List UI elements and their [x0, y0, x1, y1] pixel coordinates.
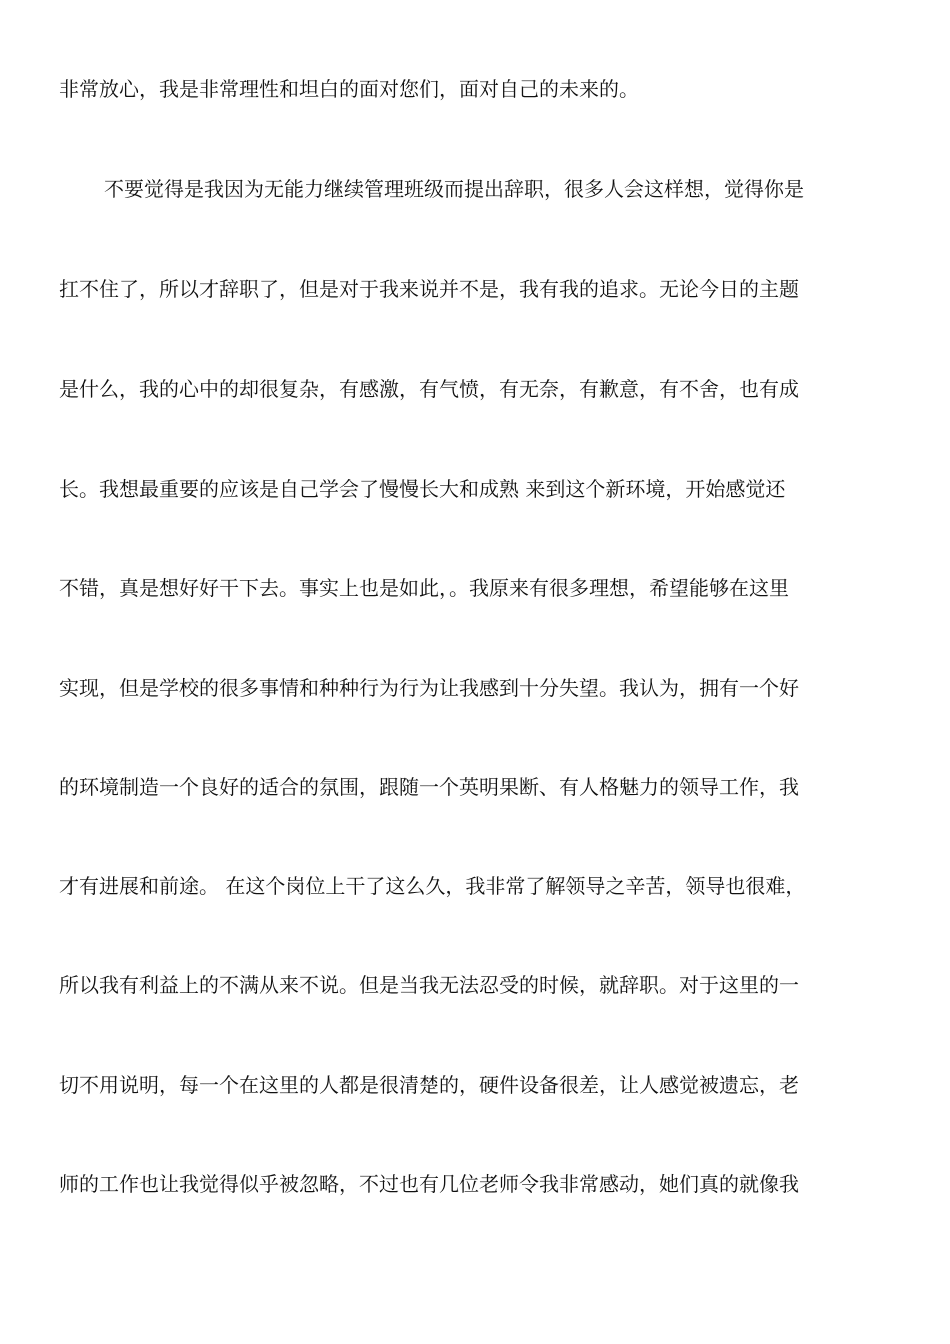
- paragraph-first-line: 不要觉得是我因为无能力继续管理班级而提出辞职，很多人会这样想，觉得你是: [104, 177, 804, 201]
- text-line: 实现，但是学校的很多事情和种种行为行为让我感到十分失望。我认为，拥有一个好: [59, 676, 799, 700]
- text-line: 长。我想最重要的应该是自己学会了慢慢长大和成熟 来到这个新环境，开始感觉还: [59, 477, 786, 501]
- text-line: 才有进展和前途。 在这个岗位上干了这么久，我非常了解领导之辛苦，领导也很难，: [59, 874, 806, 898]
- text-line: 所以我有利益上的不满从来不说。但是当我无法忍受的时候，就辞职。对于这里的一: [59, 973, 799, 997]
- text-line: 的环境制造一个良好的适合的氛围，跟随一个英明果断、有人格魅力的领导工作，我: [59, 775, 799, 799]
- text-line: 是什么，我的心中的却很复杂，有感激，有气愤，有无奈，有歉意，有不舍，也有成: [59, 377, 799, 401]
- text-line: 不错，真是想好好干下去。事实上也是如此，。我原来有很多理想，希望能够在这里: [59, 576, 789, 600]
- text-line: 非常放心，我是非常理性和坦白的面对您们，面对自己的未来的。: [59, 77, 639, 101]
- text-line: 扛不住了，所以才辞职了，但是对于我来说并不是，我有我的追求。无论今日的主题: [59, 277, 799, 301]
- text-line: 师的工作也让我觉得似乎被忽略，不过也有几位老师令我非常感动，她们真的就像我: [59, 1172, 799, 1196]
- text-line: 切不用说明，每一个在这里的人都是很清楚的，硬件设备很差，让人感觉被遗忘，老: [59, 1073, 799, 1097]
